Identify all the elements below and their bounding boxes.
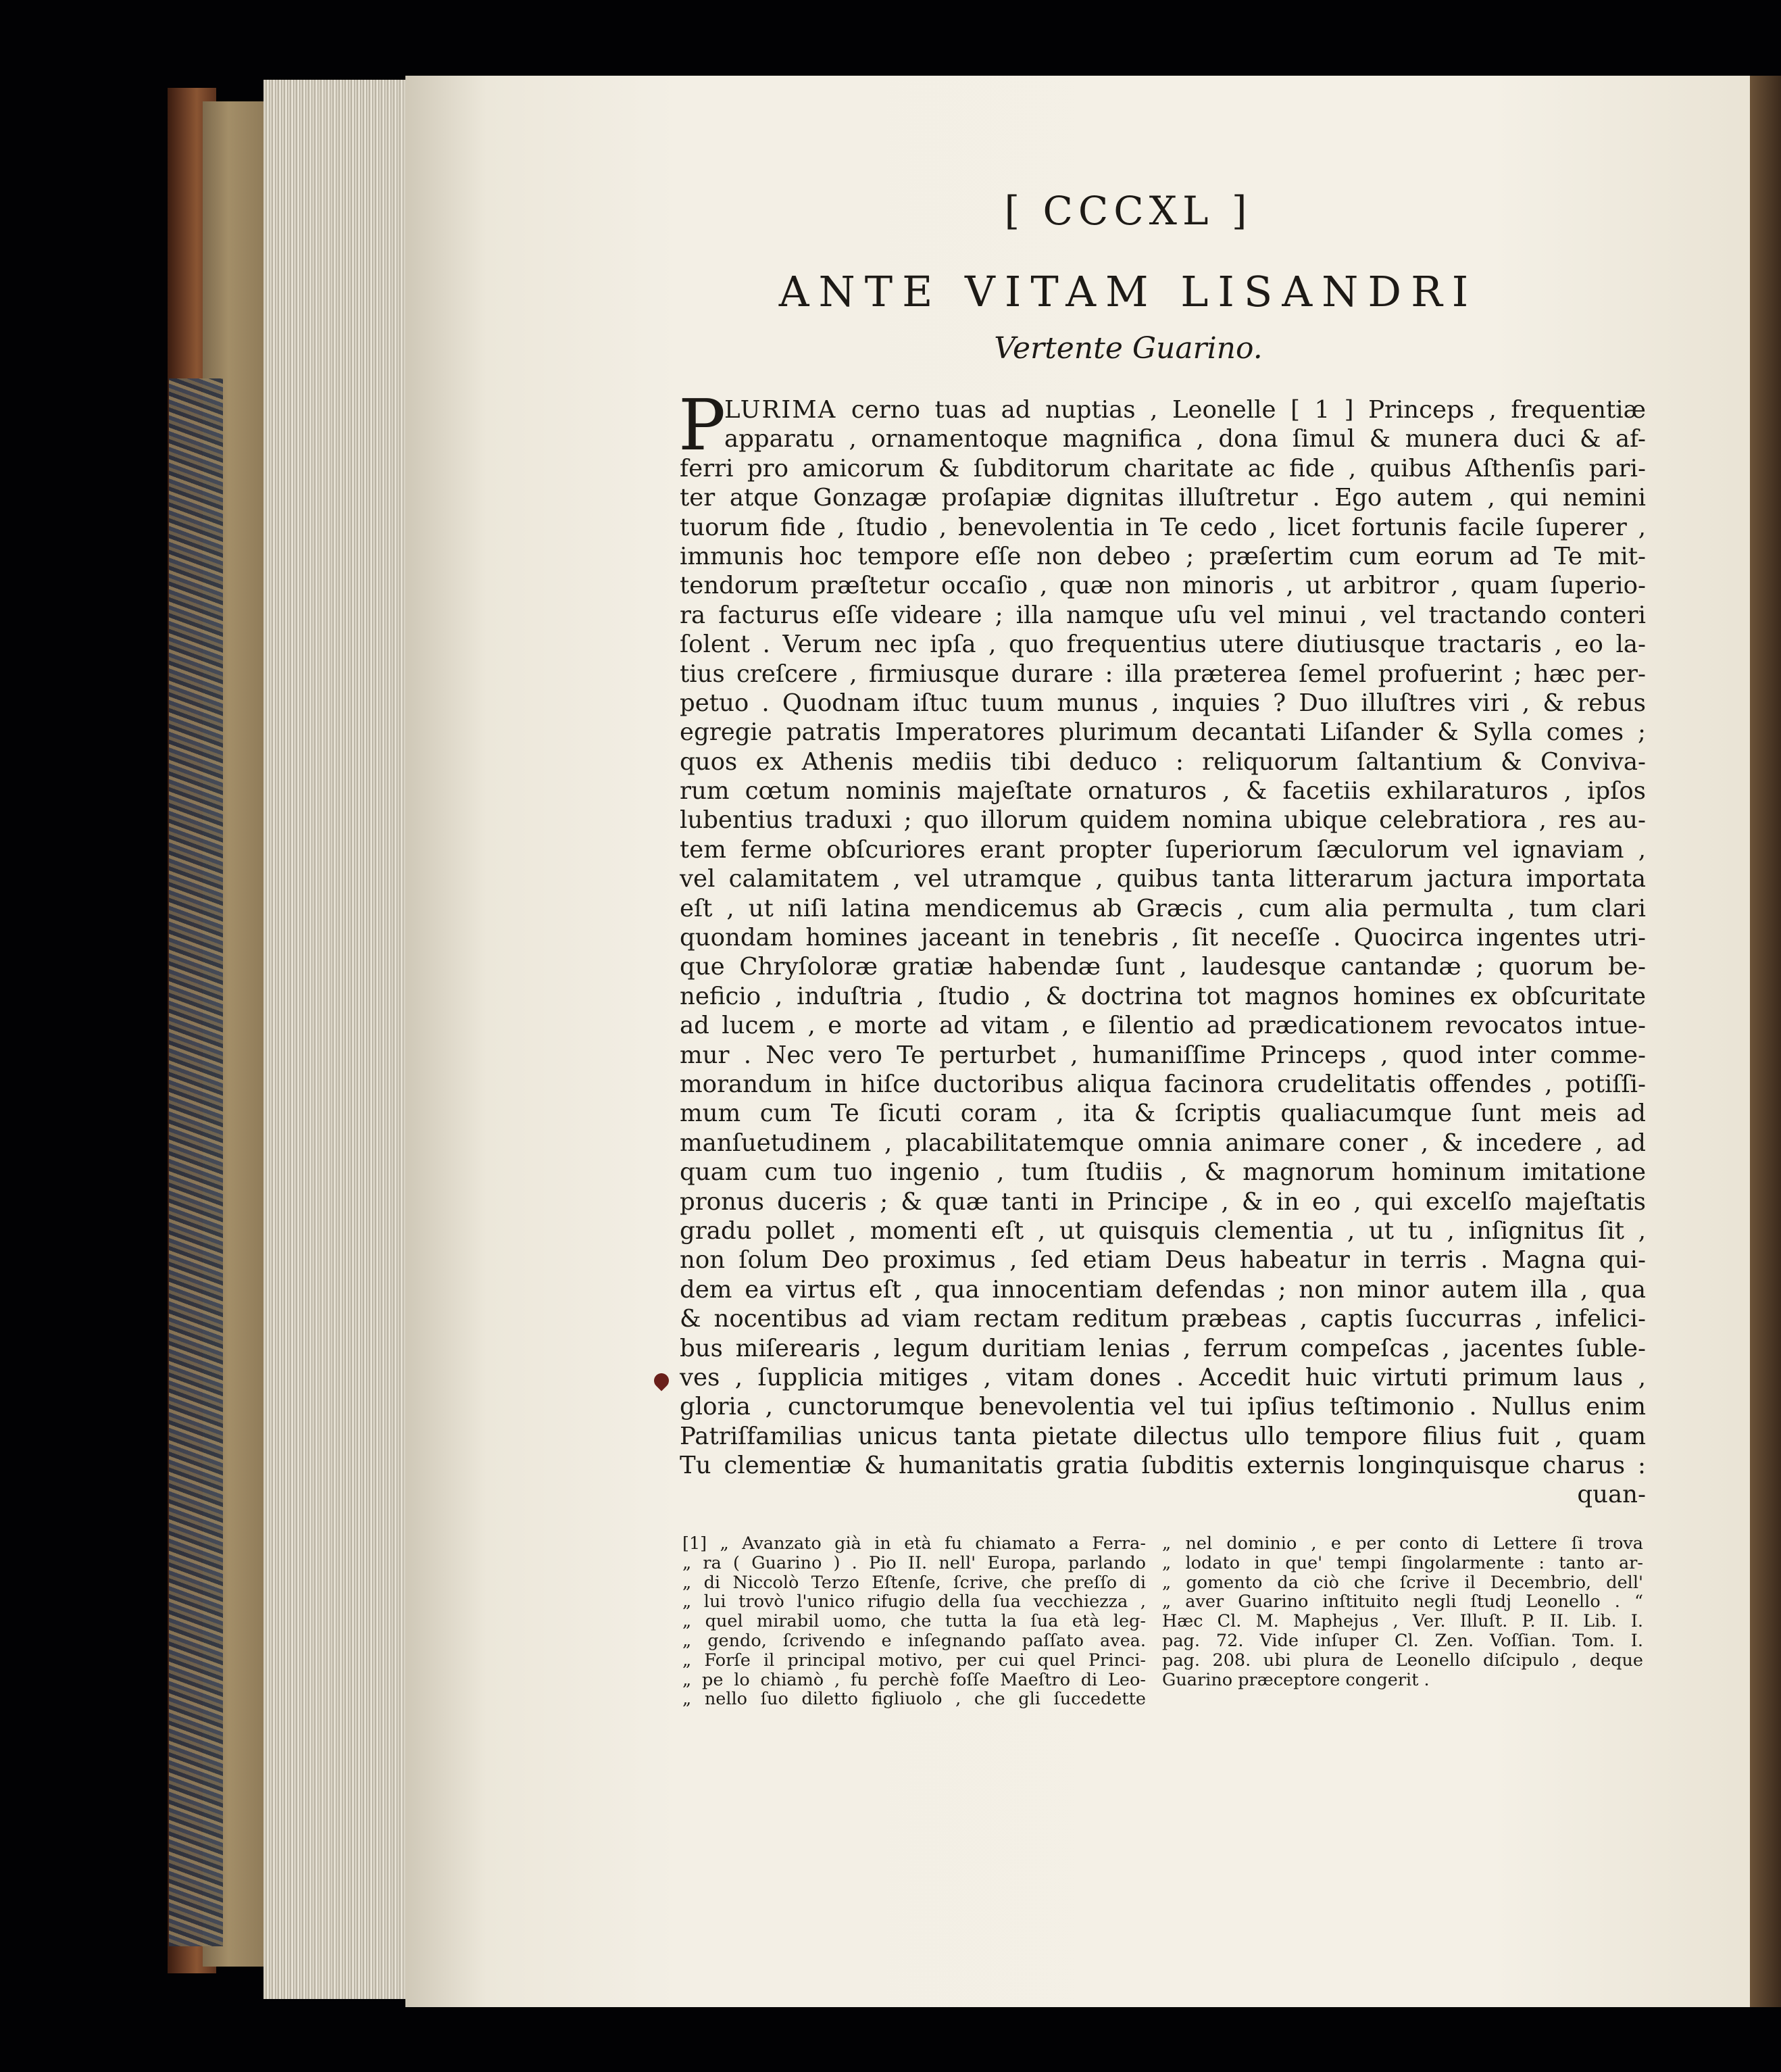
text-line (680, 395, 1646, 424)
footnote-line: „ pe lo chiamò , fu perchè foſſe Maeſtro di Leo- (682, 1669, 1146, 1690)
footnote-line: „ ra ( Guarino ) . Pio II. nell' Europa, parlando (682, 1552, 1146, 1573)
text-line: gradu pollet , momenti eſt , ut quisquis clementia , ut tu , inſignitus ſit , (680, 1216, 1646, 1245)
text-line: Tu clementiæ & humanitatis gratia ſubditis externis longinquisque charus : (680, 1452, 1646, 1480)
text-line: lubentius traduxi ; quo illorum quidem nomina ubique celebratiora , res au- (680, 806, 1646, 835)
text-line: ra facturus eſſe videare ; illa namque uſu vel minui , vel tractando conteri (680, 601, 1646, 629)
text-line: Patriſfamilias unicus tanta pietate dilectus ullo tempore filius fuit , quam (680, 1422, 1646, 1450)
text-line: rum cœtum nominis majeſtate ornaturos , & facetiis exhilaraturos , ipſos (680, 777, 1646, 806)
text-line: quondam homines jaceant in tenebris , ſit neceſſe . Quocirca ingentes utri- (680, 924, 1646, 952)
text-line: neficio , induſtria , ſtudio , & doctrina tot magnos homines ex obſcuritate (680, 982, 1646, 1010)
chapter-subtitle: Vertente Guarino. (994, 331, 1263, 366)
text-line: quam cum tuo ingenio , tum ſtudiis , & magnorum hominum imitatione (680, 1158, 1646, 1187)
page-number-heading: [ CCCXL ] (1004, 188, 1253, 234)
footnote-line: pag. 72. Vide inſuper Cl. Zen. Voſſian. Tom. I. (1162, 1630, 1643, 1651)
footnote-line: „ gomento da ciò che ſcrive il Decembrio, dell' (1162, 1572, 1643, 1593)
text-line: quos ex Athenis mediis tibi deduco : reliquorum ſaltantium & Conviva- (680, 747, 1646, 776)
footnote-line: Hæc Cl. M. Maphejus , Ver. Illuſt. P. II. Lib. I. (1162, 1611, 1643, 1632)
text-line: mum cum Te ſicuti coram , ita & ſcriptis qualiacumque ſunt meis ad (680, 1100, 1646, 1128)
marbled-paper-edge (169, 378, 223, 1946)
text-line: ves , ſupplicia mitiges , vitam dones . Accedit huic virtuti primum laus , (680, 1363, 1646, 1391)
footnote-line: „ nello ſuo diletto figliuolo , che gli ſuccedette (682, 1689, 1146, 1710)
footnote-line: „ Forſe il principal motivo, per cui quel Princi- (682, 1650, 1146, 1671)
text-line: egregie patratis Imperatores plurimum decantati Liſander & Sylla comes ; (680, 718, 1646, 747)
footnote-line: Guarino præceptore congerit . (1162, 1669, 1430, 1690)
text-line: ſolent . Verum nec ipſa , quo frequentius utere diutiusque tractaris , eo la- (680, 631, 1646, 659)
footnote-line: pag. 208. ubi plura de Leonello diſcipulo , deque (1162, 1650, 1643, 1671)
footnote-line: [1] „ Avanzato già in età fu chiamato a Ferra- (682, 1533, 1146, 1554)
catchword: quan- (1577, 1481, 1646, 1509)
text-line: & nocentibus ad viam rectam reditum præbeas , captis ſuccurras , infelici- (680, 1305, 1646, 1333)
footnote-left-column (682, 1534, 1146, 1709)
footnote-line: „ nel dominio , e per conto di Lettere ſi trova (1162, 1533, 1643, 1554)
text-line: manſuetudinem , placabilitatemque omnia animare coner , & incedere , ad (680, 1129, 1646, 1157)
text-line: ter atque Gonzagæ proſapiæ dignitas illuſtretur . Ego autem , qui nemini (680, 484, 1646, 512)
text-line-rest: cerno tuas ad nuptias , Leonelle [ 1 ] Princeps , frequentiæ (836, 396, 1646, 424)
facing-page-edge (1750, 76, 1781, 2007)
text-line: ad lucem , e morte ad vitam , e ſilentio ad prædicationem revocatos intue- (680, 1012, 1646, 1040)
text-line: tem ferme obſcuriores erant propter ſuperiorum ſæculorum vel ignaviam , (680, 835, 1646, 864)
page-block-edge (264, 80, 420, 1999)
footnote-line: „ quel mirabil uomo, che tutta la ſua età leg- (682, 1611, 1146, 1632)
chapter-title: ANTE VITAM LISANDRI (778, 267, 1478, 316)
text-line: dem ea virtus eſt , qua innocentiam defendas ; non minor autem illa , qua (680, 1275, 1646, 1304)
footnote-line: „ lui trovò l'unico rifugio della ſua vecchiezza , (682, 1592, 1146, 1612)
footnote-right-column (1162, 1534, 1643, 1689)
text-line: morandum in hiſce ductoribus aliqua facinora crudelitatis offendes , potiſſi- (680, 1070, 1646, 1098)
text-line: apparatu , ornamentoque magnifica , dona ſimul & munera duci & af- (724, 425, 1646, 453)
text-line: tuorum fide , ſtudio , benevolentia in Te cedo , licet fortunis facile ſuperer , (680, 513, 1646, 541)
text-line: que Chryſoloræ gratiæ habendæ ſunt , laudesque cantandæ ; quorum be- (680, 953, 1646, 981)
text-line: non ſolum Deo proximus , ſed etiam Deus habeatur in terris . Magna qui- (680, 1246, 1646, 1275)
text-line: bus miſerearis , legum duritiam lenias , ferrum compeſcas , jacentes ſuble- (680, 1334, 1646, 1362)
text-line: petuo . Quodnam iſtuc tuum munus , inquies ? Duo illuſtres viri , & rebus (680, 689, 1646, 717)
text-line: immunis hoc tempore eſſe non debeo ; præſertim cum eorum ad Te mit- (680, 542, 1646, 570)
text-line: ferri pro amicorum & ſubditorum charitate ac fide , quibus Aſthenſis pari- (680, 454, 1646, 483)
first-word: LURIMA (724, 396, 837, 424)
body-text (678, 384, 1646, 1510)
text-line: tendorum præſtetur occaſio , quæ non minoris , ut arbitror , quam ſuperio- (680, 572, 1646, 600)
text-line: mur . Nec vero Te perturbet , humaniſſime Princeps , quod inter comme- (680, 1041, 1646, 1069)
footnote-line: „ di Niccolò Terzo Eſtenſe, ſcrive, che preſſo di (682, 1572, 1146, 1593)
drop-cap: P (678, 384, 726, 466)
footnote-line: „ gendo, ſcrivendo e inſegnando paſſato avea. (682, 1630, 1146, 1651)
text-line: vel calamitatem , vel utramque , quibus tanta litterarum jactura importata (680, 865, 1646, 893)
text-line: pronus duceris ; & quæ tanti in Principe , & in eo , qui excelſo majeſtatis (680, 1187, 1646, 1216)
footnote-line: „ lodato in que' tempi ſingolarmente : tanto ar- (1162, 1552, 1643, 1573)
text-line: eſt , ut niſi latina mendicemus ab Græcis , cum alia permulta , tum clari (680, 894, 1646, 922)
text-line: tius creſcere , firmiusque durare : illa præterea ſemel profuerint ; hæc per- (680, 660, 1646, 688)
footnote-line: „ aver Guarino inſtituito negli ſtudj Leonello . “ (1162, 1592, 1643, 1612)
text-line: gloria , cunctorumque benevolentia vel tui ipſius teſtimonio . Nullus enim (680, 1393, 1646, 1421)
